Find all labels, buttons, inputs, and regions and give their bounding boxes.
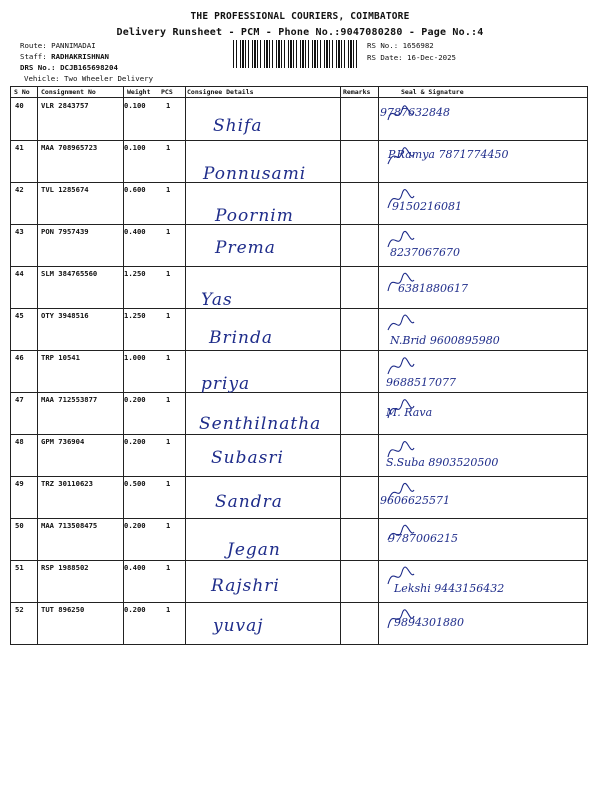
- table-row: [11, 140, 587, 183]
- drs-line: [20, 63, 118, 72]
- consignee-name: Subasri: [211, 448, 284, 468]
- grid-line: [340, 87, 341, 644]
- consignee-name: Yas: [201, 290, 233, 310]
- table-row: [11, 224, 587, 267]
- consignee-name: Shifa: [213, 116, 263, 136]
- barcode-bar: [341, 40, 342, 68]
- col-remarks: Remarks: [343, 88, 371, 96]
- vehicle-label: Vehicle: Two Wheeler Delivery: [24, 74, 154, 83]
- cell-pcs: 1: [166, 269, 171, 278]
- col-consignment: Consignment No: [41, 88, 96, 96]
- cell-pcs: 1: [166, 605, 171, 614]
- barcode-bar: [348, 40, 349, 68]
- cell-consignment: SLM 384765560: [41, 269, 98, 278]
- barcode-bar: [276, 40, 277, 68]
- barcode-bar: [314, 40, 316, 68]
- cell-pcs: 1: [166, 143, 171, 152]
- cell-weight: 0.100: [124, 101, 146, 110]
- rs-number: RS No.: 1656982: [367, 41, 434, 50]
- cell-pcs: 1: [166, 101, 171, 110]
- signature-scribble: [386, 270, 416, 296]
- signature: S.Suba 8903520500: [386, 456, 499, 469]
- table-row: [11, 98, 587, 141]
- cell-sno: 46: [15, 353, 24, 362]
- consignee-name: Jegan: [227, 540, 281, 560]
- consignee-name: Brinda: [209, 328, 274, 348]
- barcode-bar: [336, 40, 337, 68]
- cell-consignment: TRP 10541: [41, 353, 80, 362]
- cell-sno: 51: [15, 563, 24, 572]
- barcode-bar: [278, 40, 280, 68]
- cell-sno: 47: [15, 395, 24, 404]
- barcode-bar: [338, 40, 340, 68]
- cell-weight: 0.200: [124, 437, 146, 446]
- cell-consignment: GPM 736904: [41, 437, 85, 446]
- table-row: [11, 308, 587, 351]
- staff-line: [20, 52, 109, 61]
- cell-consignment: PON 7957439: [41, 227, 89, 236]
- barcode-bar: [269, 40, 270, 68]
- signature: 9150216081: [392, 200, 462, 213]
- cell-weight: 0.100: [124, 143, 146, 152]
- cell-consignment: TRZ 30110623: [41, 479, 93, 488]
- cell-weight: 0.600: [124, 185, 146, 194]
- table-body: [11, 98, 587, 644]
- cell-weight: 1.250: [124, 269, 146, 278]
- barcode-bar: [332, 40, 333, 68]
- table-row: [11, 182, 587, 225]
- rs-date: RS Date: 16-Dec-2025: [367, 53, 456, 62]
- consignee-name: priya: [201, 374, 251, 394]
- signature: N.Brid 9600895980: [390, 334, 500, 347]
- barcode-bar: [266, 40, 268, 68]
- signature-scribble: [386, 144, 416, 170]
- signature-scribble: [386, 606, 416, 632]
- cell-consignment: MAA 708965723: [41, 143, 98, 152]
- cell-sno: 44: [15, 269, 24, 278]
- barcode-bar: [260, 40, 261, 68]
- cell-sno: 49: [15, 479, 24, 488]
- signature: 9688517077: [386, 376, 456, 389]
- consignee-name: Prema: [215, 238, 276, 258]
- cell-weight: 0.200: [124, 395, 146, 404]
- cell-weight: 0.200: [124, 605, 146, 614]
- barcode-bar: [308, 40, 309, 68]
- signature: 9787632848: [380, 106, 450, 119]
- barcode-bar: [233, 40, 234, 68]
- signature-scribble: [386, 480, 416, 506]
- barcode-bar: [254, 40, 256, 68]
- barcode-bar: [326, 40, 328, 68]
- barcode-bar: [317, 40, 318, 68]
- cell-consignment: MAA 713508475: [41, 521, 98, 530]
- col-weight: Weight: [127, 88, 151, 96]
- signature-scribble: [386, 354, 416, 380]
- table-header: [11, 87, 587, 98]
- barcode-bar: [293, 40, 294, 68]
- cell-consignment: RSP 1988502: [41, 563, 89, 572]
- consignee-name: Poornim: [215, 206, 294, 226]
- table-row: [11, 266, 587, 309]
- cell-sno: 42: [15, 185, 24, 194]
- barcode-bar: [296, 40, 297, 68]
- cell-sno: 43: [15, 227, 24, 236]
- barcode-bar: [281, 40, 282, 68]
- consignee-name: Sandra: [215, 492, 283, 512]
- table-row: [11, 434, 587, 477]
- cell-pcs: 1: [166, 311, 171, 320]
- signature: 6381880617: [398, 282, 468, 295]
- consignee-name: Ponnusami: [203, 164, 307, 184]
- barcode-bar: [353, 40, 354, 68]
- cell-sno: 52: [15, 605, 24, 614]
- barcode-bar: [312, 40, 313, 68]
- barcode-bar: [272, 40, 273, 68]
- signature-scribble: [386, 228, 416, 254]
- signature-scribble: [386, 312, 416, 338]
- cell-sno: 48: [15, 437, 24, 446]
- barcode-bar: [236, 40, 237, 68]
- barcode-bar: [264, 40, 265, 68]
- barcode-bar: [245, 40, 246, 68]
- table-row: [11, 560, 587, 603]
- cell-sno: 45: [15, 311, 24, 320]
- cell-pcs: 1: [166, 437, 171, 446]
- cell-sno: 41: [15, 143, 24, 152]
- table-row: [11, 476, 587, 519]
- company-title: THE PROFESSIONAL COURIERS, COIMBATORE: [190, 11, 410, 22]
- barcode-bar: [302, 40, 304, 68]
- cell-weight: 0.500: [124, 479, 146, 488]
- table-row: [11, 392, 587, 435]
- drs-label: DRS No.:: [20, 63, 56, 72]
- barcode-bar: [300, 40, 301, 68]
- drs-number: DCJB165698204: [60, 63, 118, 72]
- barcode-bar: [324, 40, 325, 68]
- signature-scribble: [386, 396, 416, 422]
- barcode-bar: [240, 40, 241, 68]
- cell-weight: 0.400: [124, 563, 146, 572]
- barcode-bar: [329, 40, 330, 68]
- staff-name: RADHAKRISHNAN: [51, 52, 110, 61]
- signature-scribble: [386, 522, 416, 548]
- consignee-name: Senthilnatha: [199, 414, 322, 434]
- table-row: [11, 350, 587, 393]
- table-row: [11, 518, 587, 561]
- consignee-name: Rajshri: [211, 576, 280, 596]
- barcode-bar: [356, 40, 357, 68]
- signature: P.Ramya 7871774450: [388, 148, 509, 161]
- grid-line: [37, 87, 38, 644]
- barcode-bar: [257, 40, 258, 68]
- cell-consignment: MAA 712553877: [41, 395, 98, 404]
- runsheet-table: [10, 86, 588, 645]
- cell-pcs: 1: [166, 395, 171, 404]
- barcode: [233, 40, 361, 68]
- route-label: Route: PANNIMADAI: [20, 41, 96, 50]
- cell-consignment: TUT 896250: [41, 605, 85, 614]
- cell-pcs: 1: [166, 353, 171, 362]
- cell-consignment: OTY 3948516: [41, 311, 89, 320]
- grid-line: [185, 87, 186, 644]
- signature: Lekshi 9443156432: [394, 582, 505, 595]
- signature: 9787006215: [388, 532, 458, 545]
- table-row: [11, 602, 587, 644]
- cell-sno: 40: [15, 101, 24, 110]
- cell-weight: 1.000: [124, 353, 146, 362]
- col-pcs: PCS: [161, 88, 173, 96]
- barcode-bar: [288, 40, 289, 68]
- barcode-bar: [248, 40, 249, 68]
- cell-consignment: TVL 1285674: [41, 185, 89, 194]
- cell-pcs: 1: [166, 563, 171, 572]
- cell-weight: 0.400: [124, 227, 146, 236]
- signature-scribble: [386, 102, 416, 128]
- barcode-bar: [320, 40, 321, 68]
- signature: 8237067670: [390, 246, 460, 259]
- consignee-name: yuvaj: [213, 616, 264, 636]
- signature: M. Rava: [386, 406, 433, 419]
- col-consignee: Consignee Details: [187, 88, 254, 96]
- cell-pcs: 1: [166, 185, 171, 194]
- barcode-bar: [305, 40, 306, 68]
- cell-sno: 50: [15, 521, 24, 530]
- barcode-bar: [284, 40, 285, 68]
- staff-label: Staff:: [20, 52, 47, 61]
- cell-consignment: VLR 2843757: [41, 101, 89, 110]
- cell-weight: 0.200: [124, 521, 146, 530]
- signature: 9894301880: [394, 616, 464, 629]
- barcode-bar: [344, 40, 345, 68]
- cell-pcs: 1: [166, 479, 171, 488]
- barcode-bar: [252, 40, 253, 68]
- barcode-bar: [242, 40, 244, 68]
- signature-scribble: [386, 438, 416, 464]
- signature-scribble: [386, 564, 416, 590]
- cell-pcs: 1: [166, 521, 171, 530]
- col-signature: Seal & Signature: [401, 88, 464, 96]
- grid-line: [123, 87, 124, 644]
- signature-scribble: [386, 186, 416, 212]
- runsheet-subtitle: Delivery Runsheet - PCM - Phone No.:9047080280 - Page No.:4: [116, 27, 484, 38]
- barcode-bar: [350, 40, 352, 68]
- barcode-bar: [290, 40, 292, 68]
- col-sno: S No: [14, 88, 30, 96]
- signature: 9606625571: [380, 494, 450, 507]
- grid-line: [378, 87, 379, 644]
- cell-weight: 1.250: [124, 311, 146, 320]
- cell-pcs: 1: [166, 227, 171, 236]
